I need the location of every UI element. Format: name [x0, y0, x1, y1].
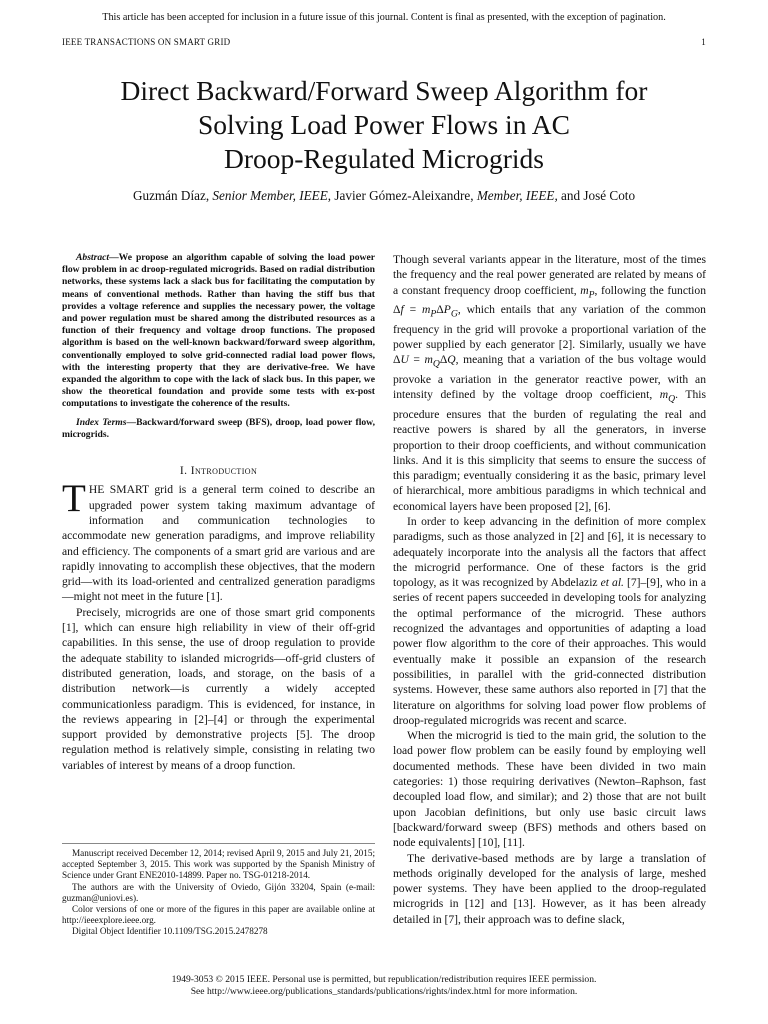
footnote-manuscript: Manuscript received December 12, 2014; revised April 9, 2015 and July 21, 2015; accepted September 3, 2015. This work was supported by the Spanish Ministry of Science under Grant ENE2010-14899. Paper no. TSG-01218-2014.: [62, 848, 375, 881]
text-run: Δ: [436, 303, 444, 317]
right-column: [393, 252, 706, 927]
acceptance-notice: This article has been accepted for inclusion in a future issue of this journal. Content is final as presented, with the exception of pagination.: [102, 12, 666, 23]
abstract: [62, 252, 375, 411]
title-line: Droop-Regulated Microgrids: [224, 143, 544, 174]
body-paragraph: [393, 252, 706, 514]
title-line: Solving Load Power Flows in AC: [197, 109, 571, 140]
math-symbol: U: [400, 353, 409, 367]
author-name: and José Coto: [557, 188, 636, 203]
index-terms: [62, 417, 375, 441]
abstract-label: Abstract: [76, 252, 110, 263]
math-subscript: P: [588, 288, 595, 300]
author-name: , Javier Gómez-Aleixandre,: [327, 188, 477, 203]
text-run: , following the function Δ: [393, 283, 707, 317]
copyright-footer: [0, 974, 768, 998]
math-subscript: Q: [668, 393, 676, 405]
title-line: Direct Backward/Forward Sweep Algorithm for: [120, 75, 648, 106]
section-title: Introduction: [190, 464, 258, 478]
math-subscript: P: [430, 308, 437, 320]
section-numeral: I.: [179, 464, 191, 478]
paper-title: [40, 74, 728, 176]
page-number: 1: [701, 37, 706, 47]
text-run: Though several variants appear in the literature, most of the times the frequency and the real power generated are related by means of a constant frequency droop coefficient,: [393, 253, 706, 297]
text-run: =: [403, 303, 422, 317]
body-paragraph: [393, 514, 706, 728]
math-symbol: m: [659, 388, 669, 402]
author-membership: Member, IEEE,: [476, 188, 558, 203]
math-subscript: G: [450, 308, 458, 320]
text-run: In order to keep advancing in the definition of more complex paradigms, such as those analyzed in [2] and [6], it is necessary to adequately incorporate into the analysis all the factors that affect the microgrid performance. One of these factors is the grid topology, as it was recognized by Abdelaziz: [393, 515, 706, 590]
index-terms-label: Index Terms: [76, 416, 127, 428]
math-symbol: m: [424, 353, 433, 367]
text-run: , meaning that a variation of the bus voltage would provoke a variation in the generator reactive power, with an intensity defined by the voltage droop coefficient,: [393, 353, 706, 402]
text-run: =: [408, 353, 425, 367]
text-run: Δ: [439, 353, 448, 367]
copyright-line: 1949-3053 © 2015 IEEE. Personal use is permitted, but republication/redistribution requires IEEE permission.: [171, 974, 597, 985]
left-column: [62, 252, 375, 773]
author-list: [40, 188, 728, 204]
body-paragraph: When the microgrid is tied to the main grid, the solution to the load power flow problem can be easily found by employing well documented methods. These have been divided in two main categories: 1) those requiring derivatives (Newton–Raphson, fast decoupled load flow, and similar); and 2) those that are not built upon Jacobian definitions, but only use basic circuit laws [backward/forward sweep (BFS) methods and others based on node equivalents] [10], [11].: [393, 729, 706, 850]
text-run-italic: et al.: [600, 576, 624, 590]
body-paragraph: The derivative-based methods are by large a translation of methods originally developed for the analysis of large, meshed power systems. They have been applied to the droop-regulated microgrids in [12] and [13]. However, as it has been already detailed in [7], their approach was to define slack,: [393, 851, 706, 926]
footnote-color: Color versions of one or more of the figures in this paper are available online at http://ieeexplore.ieee.org.: [62, 904, 375, 926]
footnote-affiliation: The authors are with the University of Oviedo, Gijón 33204, Spain (e-mail: guzman@uniovi.es).: [62, 881, 375, 903]
body-paragraph: Precisely, microgrids are one of those smart grid components [1], which can ensure high reliability in view of their off-grid capabilities. In this sense, the use of droop regulation to provide the adequate stability to islanded microgrids—off-grid clusters of distributed generation, loads, and storage, on the basis of a distribution network—is currently a widely accepted communicationless paradigm. This is evidenced, for instance, in the reviews appearing in [2]–[4] or through the experimental support provided by demonstrative projects [5]. The droop regulation method is relatively simple, consisting in relating two variables of interest by means of a droop function.: [62, 605, 375, 772]
math-subscript: Q: [432, 358, 440, 370]
permissions-link: See http://www.ieee.org/publications_standards/publications/rights/index.html for more information.: [190, 986, 578, 997]
text-run: , which entails that any variation of the common frequency in the grid will provoke a proportional variation of the power supplied by each generator [2]. Similarly, usually we have Δ: [393, 303, 706, 367]
footnote-block: [62, 843, 375, 938]
drop-cap: T: [62, 477, 86, 521]
paragraph-text: HE SMART grid is a general term coined to describe an upgraded power system taking maximum advantage of information and communication technologies to accommodate new generation paradigms, and improve reliability and efficiency. The components of a smart grid are various and are rapidly innovating to accomplish these objectives, that the modern grid—with its load-oriented and centralized generation paradigms—might not meet in the future [1].: [62, 483, 375, 604]
index-terms-text: —Backward/forward sweep (BFS), droop, load power flow, microgrids.: [62, 416, 375, 440]
author-name: Guzmán Díaz,: [132, 188, 213, 203]
running-header: [62, 37, 706, 47]
math-symbol: m: [580, 283, 589, 297]
math-symbol: P: [443, 303, 451, 317]
text-run: [7]–[9], who in a series of recent papers succeeded in developing tools for analyzing the optimal performance of the microgrid. These authors recognized the advantages and opportunities of adapting a load power flow algorithm to the core of their approaches. This would eventually make it possible an expansion of the research possibilities, in parallel with the grid-connected distribution systems. However, these same authors also reported in [7] that the literature on algorithms for solving load power flow problems of droop-regulated microgrids was recent and scarce.: [393, 576, 706, 727]
intro-paragraph: [62, 477, 375, 604]
author-membership: Senior Member, IEEE: [212, 188, 328, 203]
footnote-doi: Digital Object Identifier 10.1109/TSG.2015.2478278: [72, 926, 268, 937]
section-heading: [62, 463, 375, 478]
math-symbol: m: [421, 303, 431, 317]
text-run: . This procedure ensures that the burden of regulating the real and reactive powers is shared by all the generators, in inverse proportion to their droop coefficients, and without communication links. And it is this simplicity that seems to ensure the success of this paradigm; eventually considering it as the basic, primary level of hierarchical, more ambitious paradigms in which technical and economical layers have been proposed [2], [6].: [393, 388, 706, 513]
math-symbol: f: [400, 303, 404, 317]
journal-name: IEEE TRANSACTIONS ON SMART GRID: [62, 37, 231, 47]
math-symbol: Q: [447, 353, 456, 367]
abstract-text: —We propose an algorithm capable of solving the load power flow problem in ac droop-regulated microgrids. Based on radial distribution networks, these systems lack a slack bus for facilitating the computation by means of conventional methods. Rather than having the stiff bus that provides a voltage reference and supplies the necessary power, the voltage and power regulation must be shared among the distributed resources as a function of their frequency and voltage droop functions. The proposed algorithm is based on the well-known backward/forward sweep algorithm, conventionally employed to solve grid-connected radial load power flows, with the interesting property that they are derivative-free. We have expanded the algorithm to cope with the lack of slack bus. In this paper, we show the theoretical foundation and provide some tests with ex-post computations to investigate the coherence of the results.: [62, 252, 375, 410]
